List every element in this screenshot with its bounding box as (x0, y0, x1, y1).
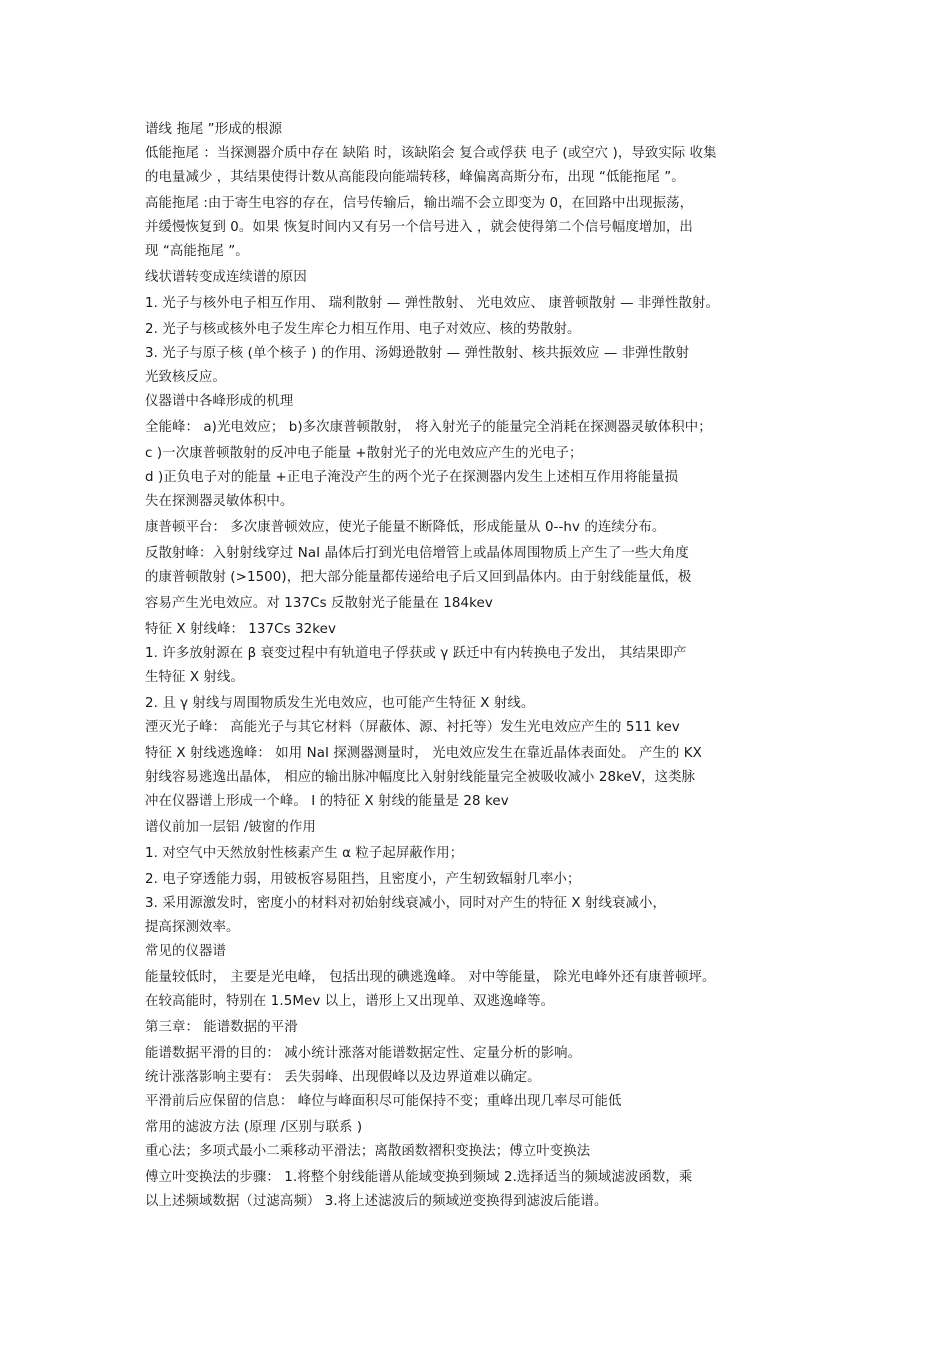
section-heading: 仪器谱中各峰形成的机理 (145, 394, 294, 409)
text-line: 特征 X 射线逃逸峰： 如用 NaI 探测器测量时， 光电效应发生在靠近晶体表面处。 产生的 KX (145, 746, 702, 761)
text-line: 在较高能时，特别在 1.5Mev 以上，谱形上又出现单、双逃逸峰等。 (145, 994, 555, 1009)
text-line: 低能拖尾 ：当探测器介质中存在 缺陷 时，该缺陷会 复合或俘获 电子 (或空穴 )，导致实际 收集 (145, 146, 717, 161)
text-line: 光致核反应。 (145, 370, 226, 385)
list-item: 1. 对空气中天然放射性核素产生 α 粒子起屏蔽作用； (145, 846, 464, 861)
text-line: 以上述频域数据（过滤高频） 3.将上述滤波后的频域逆变换得到滤波后能谱。 (145, 1194, 608, 1209)
text-line: 的电量减少 ，其结果使得计数从高能段向能端转移，峰偏离高斯分布，出现 “低能拖尾 ”。 (145, 170, 685, 185)
list-item: 1. 光子与核外电子相互作用、 瑞利散射 — 弹性散射、 光电效应、 康普顿散射 — 非弹性散射。 (145, 296, 719, 311)
text-line: 的康普顿散射 (>1500)，把大部分能量都传递给电子后又回到晶体内。由于射线能量低，极 (145, 570, 692, 585)
text-line: 湮灭光子峰： 高能光子与其它材料（屏蔽体、源、衬托等）发生光电效应产生的 511 kev (145, 720, 680, 735)
list-item: 2. 且 γ 射线与周围物质发生光电效应，也可能产生特征 X 射线。 (145, 696, 535, 711)
text-line: 容易产生光电效应。对 137Cs 反散射光子能量在 184kev (145, 596, 493, 611)
list-item: 1. 许多放射源在 β 衰变过程中有轨道电子俘获或 γ 跃迁中有内转换电子发出， 其结果即产 (145, 646, 687, 661)
list-item: 3. 光子与原子核 (单个核子 ) 的作用、汤姆逊散射 — 弹性散射、核共振效应 — 非弹性散射 (145, 346, 690, 361)
text-line: c )一次康普顿散射的反冲电子能量 +散射光子的光电效应产生的光电子； (145, 446, 583, 461)
text-line: 反散射峰：入射射线穿过 NaI 晶体后打到光电倍增管上或晶体周围物质上产生了一些大角度 (145, 546, 689, 561)
text-line: d )正负电子对的能量 +正电子淹没产生的两个光子在探测器内发生上述相互作用将能量损 (145, 470, 679, 485)
text-line: 生特征 X 射线。 (145, 670, 244, 685)
section-heading: 常用的滤波方法 (原理 /区别与联系 ) (145, 1120, 363, 1135)
text-line: 射线容易逃逸出晶体， 相应的输出脉冲幅度比入射射线能量完全被吸收减小 28keV，这类脉 (145, 770, 696, 785)
text-line: 并缓慢恢复到 0。如果 恢复时间内又有另一个信号进入 ，就会使得第二个信号幅度增加，出 (145, 220, 693, 235)
section-heading: 谱仪前加一层铝 /铍窗的作用 (145, 820, 316, 835)
text-line: 特征 X 射线峰： 137Cs 32kev (145, 622, 337, 637)
text-line: 现 “高能拖尾 ”。 (145, 244, 249, 259)
text-line: 失在探测器灵敏体积中。 (145, 494, 294, 509)
text-line: 谱线 拖尾 ”形成的根源 (145, 122, 283, 137)
text-line: 平滑前后应保留的信息： 峰位与峰面积尽可能保持不变；重峰出现几率尽可能低 (145, 1094, 622, 1109)
text-line: 冲在仪器谱上形成一个峰。 I 的特征 X 射线的能量是 28 kev (145, 794, 509, 809)
section-heading: 线状谱转变成连续谱的原因 (145, 270, 307, 285)
text-line: 重心法；多项式最小二乘移动平滑法；离散函数褶积变换法；傅立叶变换法 (145, 1144, 591, 1159)
text-line: 能谱数据平滑的目的： 减小统计涨落对能谱数据定性、定量分析的影响。 (145, 1046, 582, 1061)
chapter-heading: 第三章： 能谱数据的平滑 (145, 1020, 298, 1035)
text-line: 康普顿平台： 多次康普顿效应，使光子能量不断降低，形成能量从 0--hv 的连续分布。 (145, 520, 666, 535)
list-item: 2. 电子穿透能力弱，用铍板容易阻挡，且密度小，产生轫致辐射几率小； (145, 872, 581, 887)
text-line: 傅立叶变换法的步骤： 1.将整个射线能谱从能域变换到频域 2.选择适当的频域滤波函数，乘 (145, 1170, 693, 1185)
text-line: 高能拖尾 :由于寄生电容的存在，信号传输后，输出端不会立即变为 0，在回路中出现振荡， (145, 196, 694, 211)
list-item: 2. 光子与核或核外电子发生库仑力相互作用、电子对效应、核的势散射。 (145, 322, 581, 337)
text-line: 统计涨落影响主要有： 丢失弱峰、出现假峰以及边界道难以确定。 (145, 1070, 541, 1085)
list-item: 3. 采用源激发时，密度小的材料对初始射线衰减小，同时对产生的特征 X 射线衰减小， (145, 896, 666, 911)
text-line: 全能峰： a)光电效应； b)多次康普顿散射， 将入射光子的能量完全消耗在探测器灵敏体积中； (145, 420, 712, 435)
text-line: 提高探测效率。 (145, 920, 240, 935)
section-heading: 常见的仪器谱 (145, 944, 226, 959)
text-line: 能量较低时， 主要是光电峰， 包括出现的碘逃逸峰。 对中等能量， 除光电峰外还有康普顿坪。 (145, 970, 716, 985)
